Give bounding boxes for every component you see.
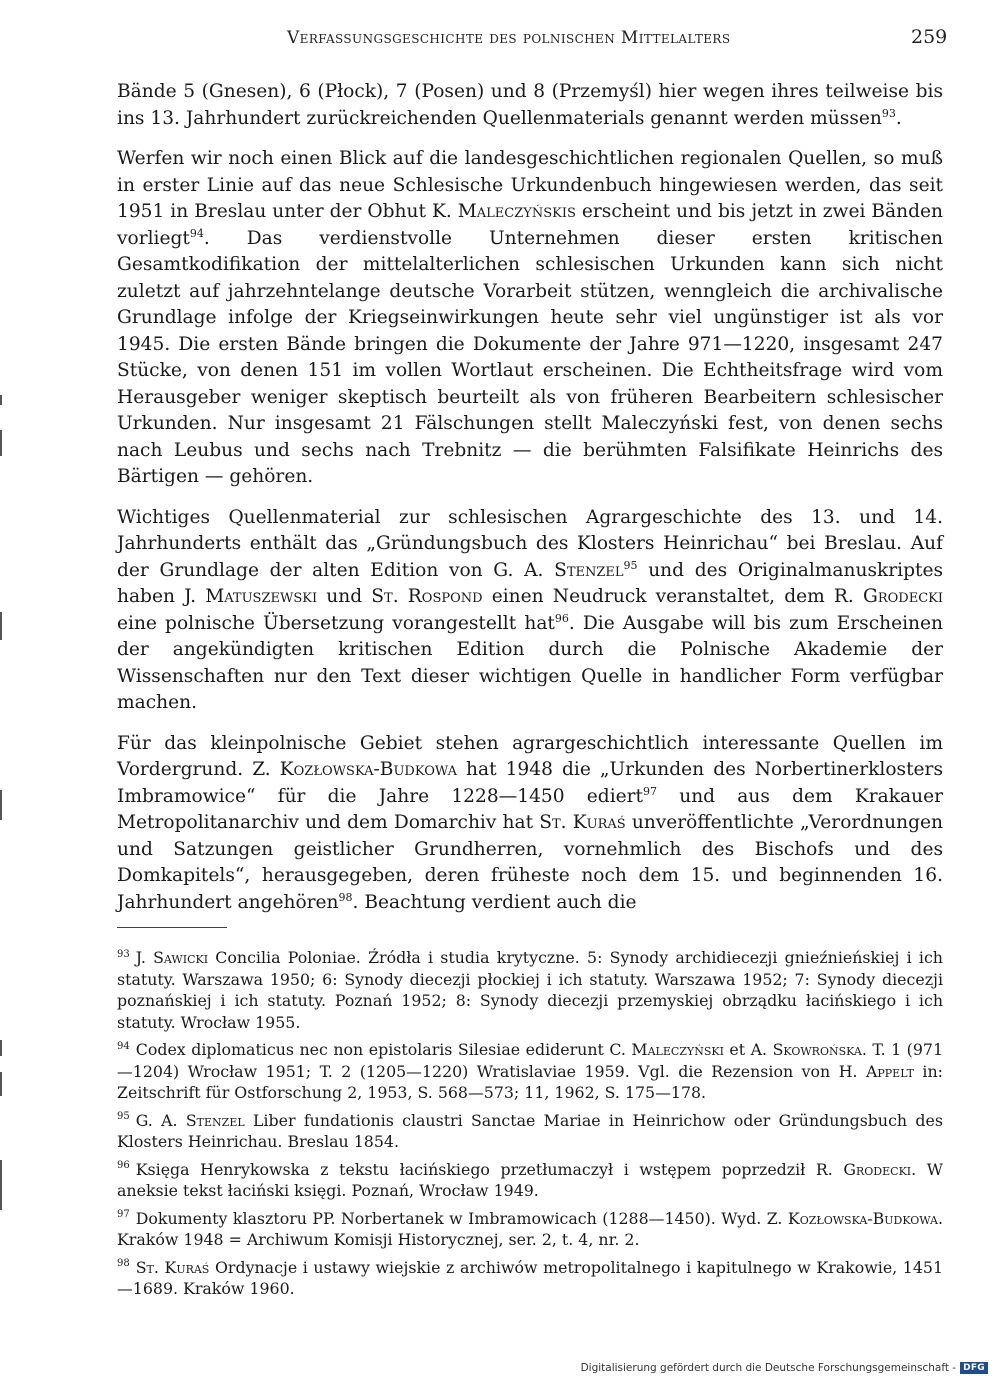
author-name: Grodecki [843, 1159, 912, 1179]
author-name: Kozłowska-Budkowa [279, 759, 457, 780]
paragraph [117, 505, 943, 717]
text-run: Księga Henrykowska z tekstu łacińskiego przetłumaczył i wstępem poprzedził R. [135, 1159, 844, 1179]
text-run: Wichtiges Quellenmaterial zur schlesischen Agrargeschichte des 13. und 14. Jahrhunderts enthält das „Gründungsbuch des Klosters Heinrichau“ bei Breslau. Auf der Grundlage der alten Edition von G. A. [117, 506, 943, 581]
footnote-number: 97 [117, 1209, 130, 1221]
text-run: und [317, 586, 372, 607]
author-name: Appelt [865, 1061, 914, 1081]
text-run: et A. [723, 1040, 773, 1059]
text-run: G. A. [135, 1110, 186, 1130]
dfg-logo: DFG [960, 1362, 988, 1374]
footnote-number: 94 [117, 1040, 130, 1052]
paragraph [117, 731, 943, 917]
running-header [0, 22, 1000, 52]
footnote-number: 95 [117, 1111, 130, 1123]
text-run: erscheint und bis jetzt in zwei Bänden vorliegt [117, 201, 943, 249]
footnote [117, 947, 943, 1033]
text-run: in: Zeitschrift für Ostforschung 2, 1953, S. 568—573; 11, 1962, S. 175—178. [117, 1061, 943, 1102]
text-run: . Beachtung verdient auch die [352, 891, 637, 913]
paragraph [117, 79, 943, 132]
margin-mark [0, 790, 2, 820]
text-run: hat 1948 die „Urkunden des Norbertinerklosters Imbramowice“ für die Jahre 1228—1450 ediert [117, 759, 943, 807]
footnote [117, 1110, 943, 1153]
author-name: St. Rospond [371, 586, 483, 607]
footnote [117, 1257, 943, 1300]
text-run: . [895, 107, 902, 129]
text-run: J. [135, 948, 154, 967]
paragraph [117, 146, 943, 491]
text-run: Dokumenty klasztoru PP. Norbertanek w Imbramowicach (1288—1450). Wyd. Z. [135, 1208, 788, 1228]
footnote-number: 93 [117, 948, 130, 960]
margin-mark [0, 430, 2, 456]
margin-mark [0, 1072, 2, 1096]
text-run: Concilia Poloniae. Źródła i studia krytyczne. 5: Synody archidiecezji gnieźnieńskiej i ich statuty. Warszawa 1950; 6: Synody diecezji płockiej i ich statuty. Warszawa 1952; 7: Synody diecezji poznańskiej i ich statuty. Poznań 1952; 8: Synody diecezji przemyskiej obrządku łacińskiego i ich statuty. Wrocław 1955. [117, 948, 943, 1032]
author-name: St. Kuraś [135, 1257, 210, 1277]
author-name: Maleczyński [631, 1040, 724, 1059]
text-run: Bände 5 (Gnesen), 6 (Płock), 7 (Posen) und 8 (Przemyśl) hier wegen ihres teilweise bis ins 13. Jahrhundert zurückreichenden Quellenmaterials genannt werden müssen [117, 81, 943, 129]
margin-mark [0, 1040, 2, 1056]
funding-note: Digitalisierung gefördert durch die Deutsche Forschungsgemeinschaft - [580, 1362, 957, 1374]
margin-mark [0, 395, 2, 405]
author-name: Kozłowska-Budkowa [787, 1208, 938, 1228]
page-number: 259 [911, 26, 948, 48]
footnote [117, 1039, 943, 1104]
footnote [117, 1208, 943, 1251]
text-run: Liber fundationis claustri Sanctae Mariae in Heinrichow oder Gründungsbuch des Klosters Heinrichau. Breslau 1854. [117, 1110, 943, 1151]
author-name: Grodecki [863, 586, 944, 607]
author-name: Skowrońska [772, 1040, 862, 1059]
text-run: einen Neudruck veranstaltet, dem R. [482, 586, 863, 607]
text-run: Werfen wir noch einen Blick auf die landesgeschichtlichen regionalen Quellen, so muß in erster Linie auf das neue Schlesische Urkundenbuch hingewiesen werden, das seit 1951 in Breslau unter der Obhut K. [117, 148, 943, 222]
footnote-ref: 95 [623, 558, 638, 572]
text-run: eine polnische Übersetzung vorangestellt hat [117, 612, 555, 634]
footnotes [117, 947, 943, 1306]
footnote-separator [117, 927, 227, 928]
text-run: . Das verdienstvolle Unternehmen dieser ersten kritischen Gesamtkodifikation der mittelalterlichen schlesischen Urkunden kann sich nicht zuletzt auf jahrzehntelange deutsche Vorarbeit stützen, wenngleich die archivalische Grundlage infolge der Kriegseinwirkungen heute sehr viel ungünstiger ist als vor 1945. Die ersten Bände bringen die Dokumente der Jahre 971—1220, insgesamt 247 Stücke, von denen 151 im vollen Wortlaut erscheinen. Die Echtheitsfrage wird vom Herausgeber weniger skeptisch beurteilt als von früheren Bearbeitern schlesischer Urkunden. Nur insgesamt 21 Fälschungen stellt Maleczyński fest, von denen sechs nach Leubus und sechs nach Trebnitz — die berühmten Falsifikate Heinrichs des Bärtigen — gehören. [117, 227, 943, 487]
footnote-ref: 96 [554, 611, 569, 625]
author-name: Maleczyńskis [457, 201, 576, 222]
text-run: . Kraków 1948 = Archiwum Komisji Historycznej, ser. 2, t. 4, nr. 2. [117, 1208, 943, 1249]
text-run: und aus dem Krakauer Metropolitanarchiv und dem Domarchiv hat [117, 785, 943, 833]
author-name: St. Kuraś [539, 812, 626, 833]
footnote-ref: 93 [881, 106, 896, 120]
text-run: und des Originalmanuskriptes haben J. [117, 559, 944, 607]
footnote-number: 96 [117, 1160, 130, 1172]
author-name: Matuszewski [205, 586, 318, 607]
author-name: Stenzel [554, 559, 624, 581]
margin-mark [0, 1160, 2, 1210]
footnote-ref: 97 [643, 784, 658, 798]
text-run: . W aneksie tekst łaciński księgi. Poznań, Wrocław 1949. [117, 1159, 943, 1200]
footnote-ref: 94 [189, 226, 204, 240]
text-run: Codex diplomaticus nec non epistolaris Silesiae ediderunt C. [135, 1040, 632, 1059]
author-name: Stenzel [185, 1110, 245, 1130]
text-run: . T. 1 (971—1204) Wrocław 1951; T. 2 (1205—1220) Wratislaviae 1959. Vgl. die Rezension von H. [117, 1040, 943, 1081]
footnote-ref: 98 [338, 890, 353, 904]
margin-mark [0, 612, 2, 640]
running-title: Verfassungsgeschichte des polnischen Mittelalters [287, 28, 731, 48]
text-run: Ordynacje i ustawy wiejskie z archiwów metropolitalnego i kapitulnego w Krakowie, 1451—1689. Kraków 1960. [117, 1257, 944, 1298]
main-text [117, 79, 943, 916]
footnote-number: 98 [117, 1258, 130, 1270]
text-run: unveröffentlichte „Verordnungen und Satzungen geistlicher Grundherren, vornehmlich des Bischofs und des Domkapitels“, herausgegeben, deren früheste noch dem 15. und beginnenden 16. Jahrhundert angehören [117, 812, 943, 913]
scan-footer [581, 1359, 988, 1377]
text-run: Für das kleinpolnische Gebiet stehen agrargeschichtlich interessante Quellen im Vordergrund. Z. [117, 732, 943, 780]
text-run: . Die Ausgabe will bis zum Erscheinen der angekündigten kritischen Edition durch die Polnische Akademie der Wissenschaften nur den Text dieser wichtigen Quelle in handlicher Form verfügbar machen. [117, 612, 943, 713]
footnote [117, 1159, 943, 1202]
author-name: Sawicki [153, 948, 209, 967]
